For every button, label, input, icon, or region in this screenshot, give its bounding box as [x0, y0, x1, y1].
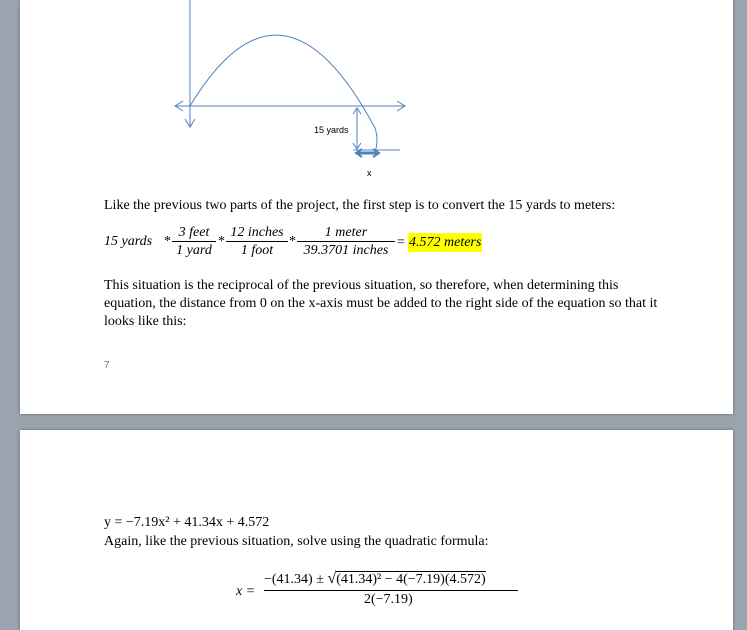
explanation-paragraph: This situation is the reciprocal of the previous situation, so therefore, when determining this equation, the distance from 0 on the x-axis must be added to the right side of the equation so that it looks like this:: [104, 278, 658, 329]
formula-numerator-prefix: −(41.34) ±: [264, 572, 328, 587]
x-label: x: [367, 168, 372, 178]
equals-sign: =: [397, 235, 405, 250]
conversion-lead: 15 yards: [104, 234, 153, 249]
multiply-sign: *: [289, 234, 296, 249]
fraction-inches-per-foot: [226, 224, 288, 260]
conversion-equation: [104, 222, 664, 266]
fraction-numerator: 3 feet: [172, 224, 216, 242]
formula-lhs: x =: [236, 584, 256, 599]
formula-numerator: [264, 570, 486, 588]
height-label: 15 yards: [314, 125, 349, 135]
document-page-1: [20, 0, 733, 414]
intro-paragraph: Like the previous two parts of the project, the first step is to convert the 15 yards to meters:: [104, 198, 616, 213]
document-page-2: [20, 430, 733, 630]
square-root-icon: √: [327, 570, 337, 587]
fraction-denominator: 1 foot: [240, 243, 274, 258]
conversion-result: 4.572 meters: [409, 235, 482, 250]
multiply-sign: *: [218, 234, 225, 249]
parabola-diagram: [20, 0, 733, 190]
fraction-feet-per-yard: [172, 224, 216, 260]
fraction-numerator: 12 inches: [226, 224, 288, 242]
formula-denominator: 2(−7.19): [364, 592, 413, 607]
quadratic-equation: y = −7.19x² + 41.34x + 4.572: [104, 515, 270, 530]
formula-radicand: (41.34)² − 4(−7.19)(4.572): [336, 572, 486, 587]
fraction-denominator: 1 yard: [176, 243, 212, 258]
instruction-paragraph: Again, like the previous situation, solve using the quadratic formula:: [104, 534, 489, 549]
fraction-numerator: 1 meter: [297, 224, 395, 242]
fraction-denominator: 39.3701 inches: [303, 243, 389, 258]
fraction-meters-per-inch: [297, 224, 395, 260]
fraction-bar: [264, 590, 518, 591]
page-number: 7: [104, 360, 110, 371]
multiply-sign: *: [164, 234, 171, 249]
